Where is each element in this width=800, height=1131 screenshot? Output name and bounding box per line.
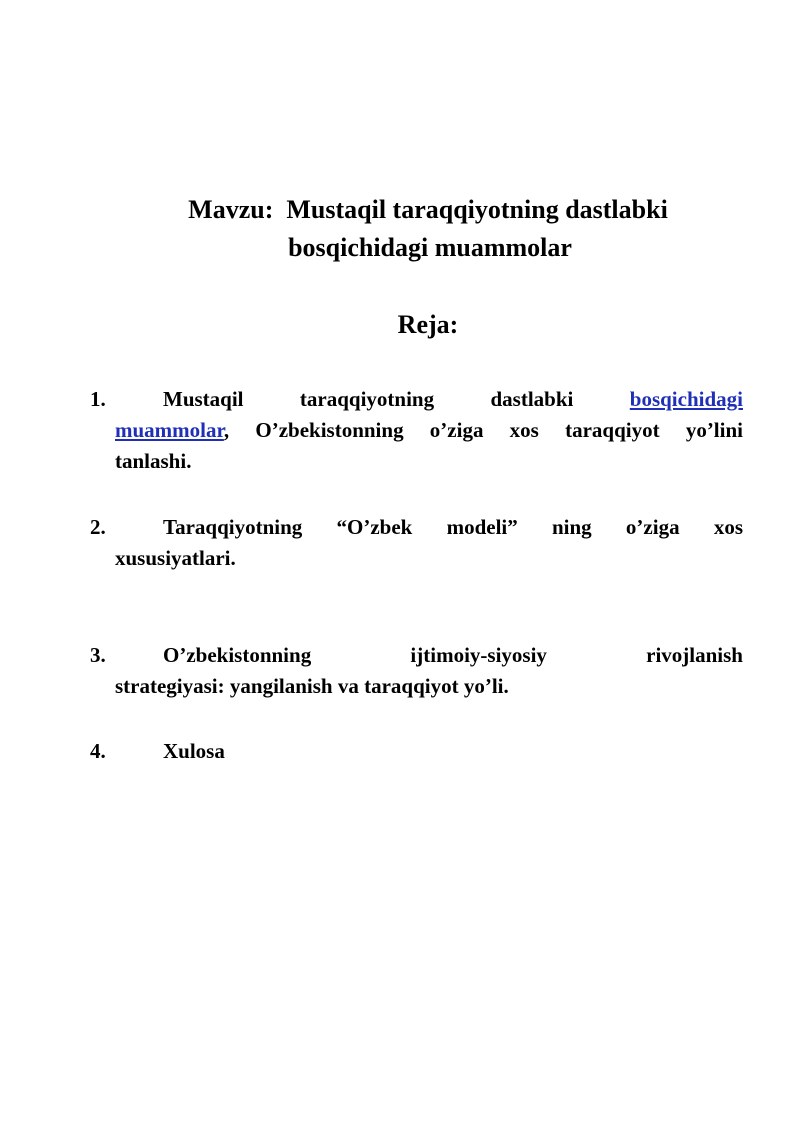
plan-item-2 — [90, 512, 743, 574]
plan-heading: Reja: — [397, 310, 459, 339]
plan-item-text: Mustaqil taraqqiyotning dastlabki — [163, 387, 574, 411]
plan-item-4 — [90, 736, 743, 767]
title-line-2: bosqichidagi muammolar — [288, 233, 572, 262]
plan-item-line — [115, 384, 743, 415]
plan-item-number: 3. — [90, 643, 106, 667]
title-line-1: Mavzu: Mustaqil taraqqiyotning dastlabki — [188, 195, 668, 224]
plan-item-line — [115, 512, 743, 543]
plan-item-number: 1. — [90, 387, 106, 411]
plan-item-text: , O’zbekistonning o’ziga xos taraqqiyot yo’lini — [223, 418, 743, 442]
plan-item-text: O’zbekistonning ijtimoiy-siyosiy rivojlanish — [163, 643, 743, 667]
plan-item-line — [115, 415, 743, 446]
plan-item-text: Xulosa — [163, 739, 225, 763]
plan-item-number: 4. — [90, 739, 106, 763]
plan-item-3 — [90, 640, 743, 702]
plan-item-1 — [90, 384, 743, 477]
plan-item-number: 2. — [90, 515, 106, 539]
topic-link[interactable]: bosqichidagi — [629, 387, 743, 411]
plan-item-line — [115, 640, 743, 671]
page-title — [100, 191, 756, 267]
topic-link[interactable]: muammolar — [115, 418, 224, 442]
plan-item-line: xususiyatlari. — [115, 546, 236, 570]
plan-item-line: tanlashi. — [115, 449, 192, 473]
plan-item-line: strategiyasi: yangilanish va taraqqiyot yo’li. — [115, 674, 509, 698]
plan-item-text: Taraqqiyotning “O’zbek modeli” ning o’ziga xos — [163, 515, 743, 539]
plan-item-line — [115, 736, 743, 767]
